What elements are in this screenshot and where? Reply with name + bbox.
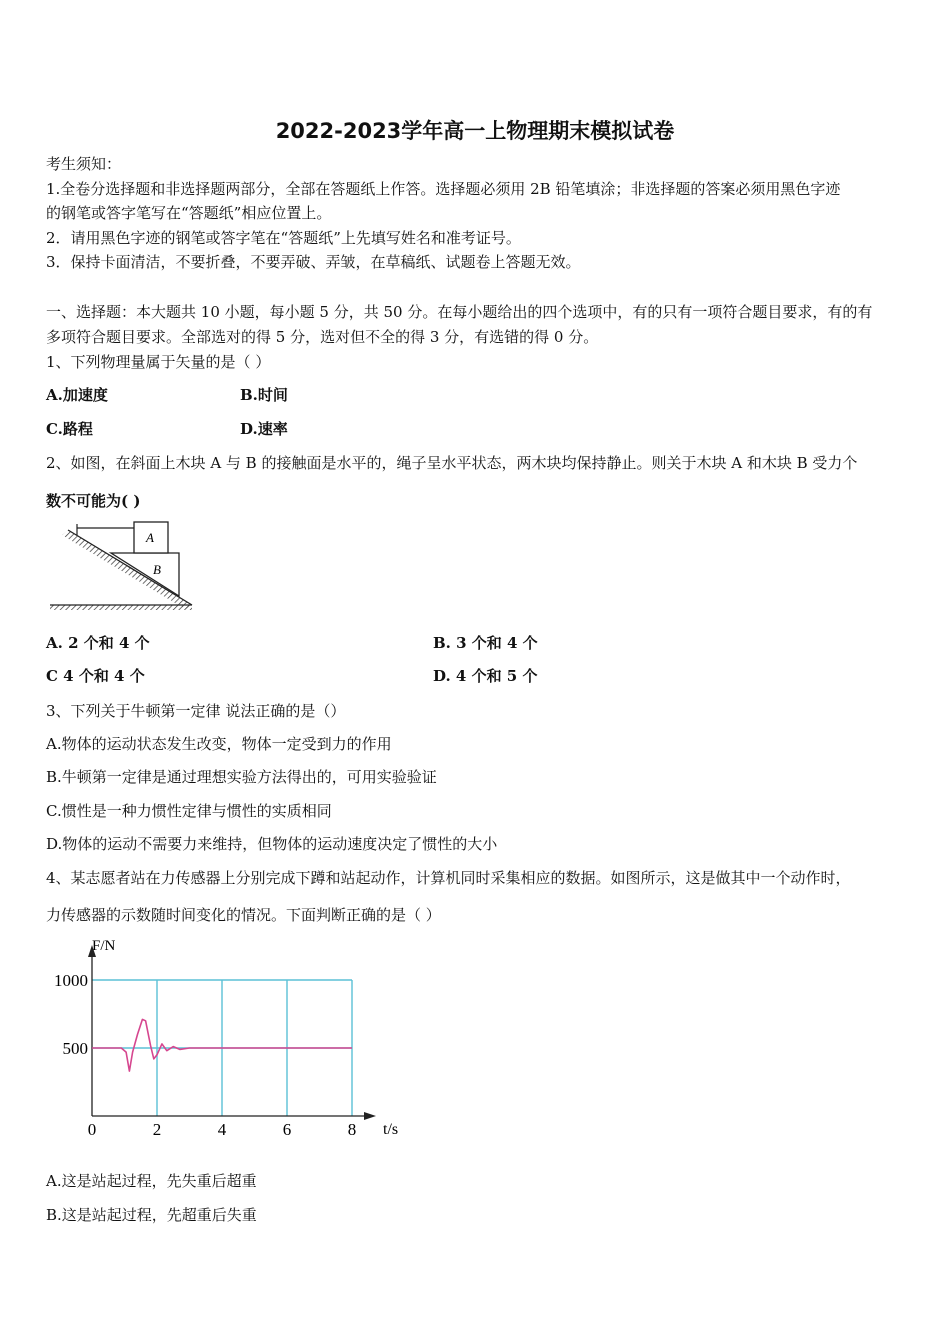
y-tick-label-500: 500 [62,1039,88,1058]
x-tick-label-2: 2 [152,1120,162,1139]
q3-option-c: C.惯性是一种力惯性定律与惯性的实质相同 [46,802,332,820]
q3-option-b: B.牛顿第一定律是通过理想实验方法得出的，可用实验验证 [46,768,437,786]
page-title: 2022-2023学年高一上物理期末模拟试卷 [275,119,675,143]
notice-line-3: 2．请用黑色字迹的钢笔或答字笔在“答题纸”上先填写姓名和准考证号。 [46,229,521,247]
section-line-2: 多项符合题目要求。全部选对的得 5 分，选对但不全的得 3 分，有选错的得 0 分。 [46,328,599,346]
q3-stem: 3、下列关于牛顿第一定律 说法正确的是（） [46,702,346,720]
x-axis-arrow [364,1112,376,1120]
q2-option-a: A. 2 个和 4 个 [46,634,150,652]
q2-option-d: D. 4 个和 5 个 [433,667,538,685]
chart-axes [88,945,376,1120]
q1-option-d: D.速率 [240,420,288,438]
block-b-label: B [153,562,161,577]
q2-option-c: C 4 个和 4 个 [46,667,145,685]
notice-heading: 考生须知： [46,155,122,173]
q4-option-b: B.这是站起过程，先超重后失重 [46,1206,257,1224]
q4-option-a: A.这是站起过程，先失重后超重 [46,1172,257,1190]
q1-option-c: C.路程 [46,420,93,438]
q4-stem-line-1: 4、某志愿者站在力传感器上分别完成下蹲和站起动作，计算机同时采集相应的数据。如图所示，这是做其中一个动作时， [46,869,851,887]
q3-option-a: A.物体的运动状态发生改变，物体一定受到力的作用 [46,735,392,753]
x-tick-label-0: 0 [87,1120,97,1139]
q4-stem-line-2: 力传感器的示数随时间变化的情况。下面判断正确的是（ ） [46,906,441,924]
q2-stem-line-2: 数不可能为( ) [46,492,141,510]
q2-option-b: B. 3 个和 4 个 [433,634,538,652]
x-tick-label-6: 6 [282,1120,292,1139]
x-axis-label: t/s [383,1121,399,1138]
x-tick-label-8: 8 [347,1120,357,1139]
y-tick-label-1000: 1000 [54,971,88,990]
notice-line-4: 3．保持卡面清洁，不要折叠，不要弄破、弄皱，在草稿纸、试题卷上答题无效。 [46,253,581,271]
q2-incline-figure [46,516,196,616]
q2-stem-line-1: 2、如图，在斜面上木块 A 与 B 的接触面是水平的，绳子呈水平状态，两木块均保持静止。则关于木块 A 和木块 B 受力个 [46,454,858,472]
x-tick-label-4: 4 [217,1120,227,1139]
q4-force-time-chart [40,935,420,1145]
q3-option-d: D.物体的运动不需要力来维持，但物体的运动速度决定了惯性的大小 [46,835,498,853]
block-b [111,553,179,596]
chart-tick-labels [54,971,356,1139]
notice-line-1: 1.全卷分选择题和非选择题两部分，全部在答题纸上作答。选择题必须用 2B 铅笔填涂；非选择题的答案必须用黑色字迹 [46,180,841,198]
ground-hatching [50,605,192,610]
y-axis-label: F/N [92,938,116,954]
block-a-label: A [146,530,154,545]
q1-option-b: B.时间 [240,386,288,404]
q1-stem: 1、下列物理量属于矢量的是（ ） [46,353,271,371]
section-line-1: 一、选择题：本大题共 10 小题，每小题 5 分，共 50 分。在每小题给出的四个选项中，有的只有一项符合题目要求，有的有 [46,303,873,321]
q1-option-a: A.加速度 [46,386,108,404]
notice-line-2: 的钢笔或答字笔写在“答题纸”相应位置上。 [46,204,332,222]
